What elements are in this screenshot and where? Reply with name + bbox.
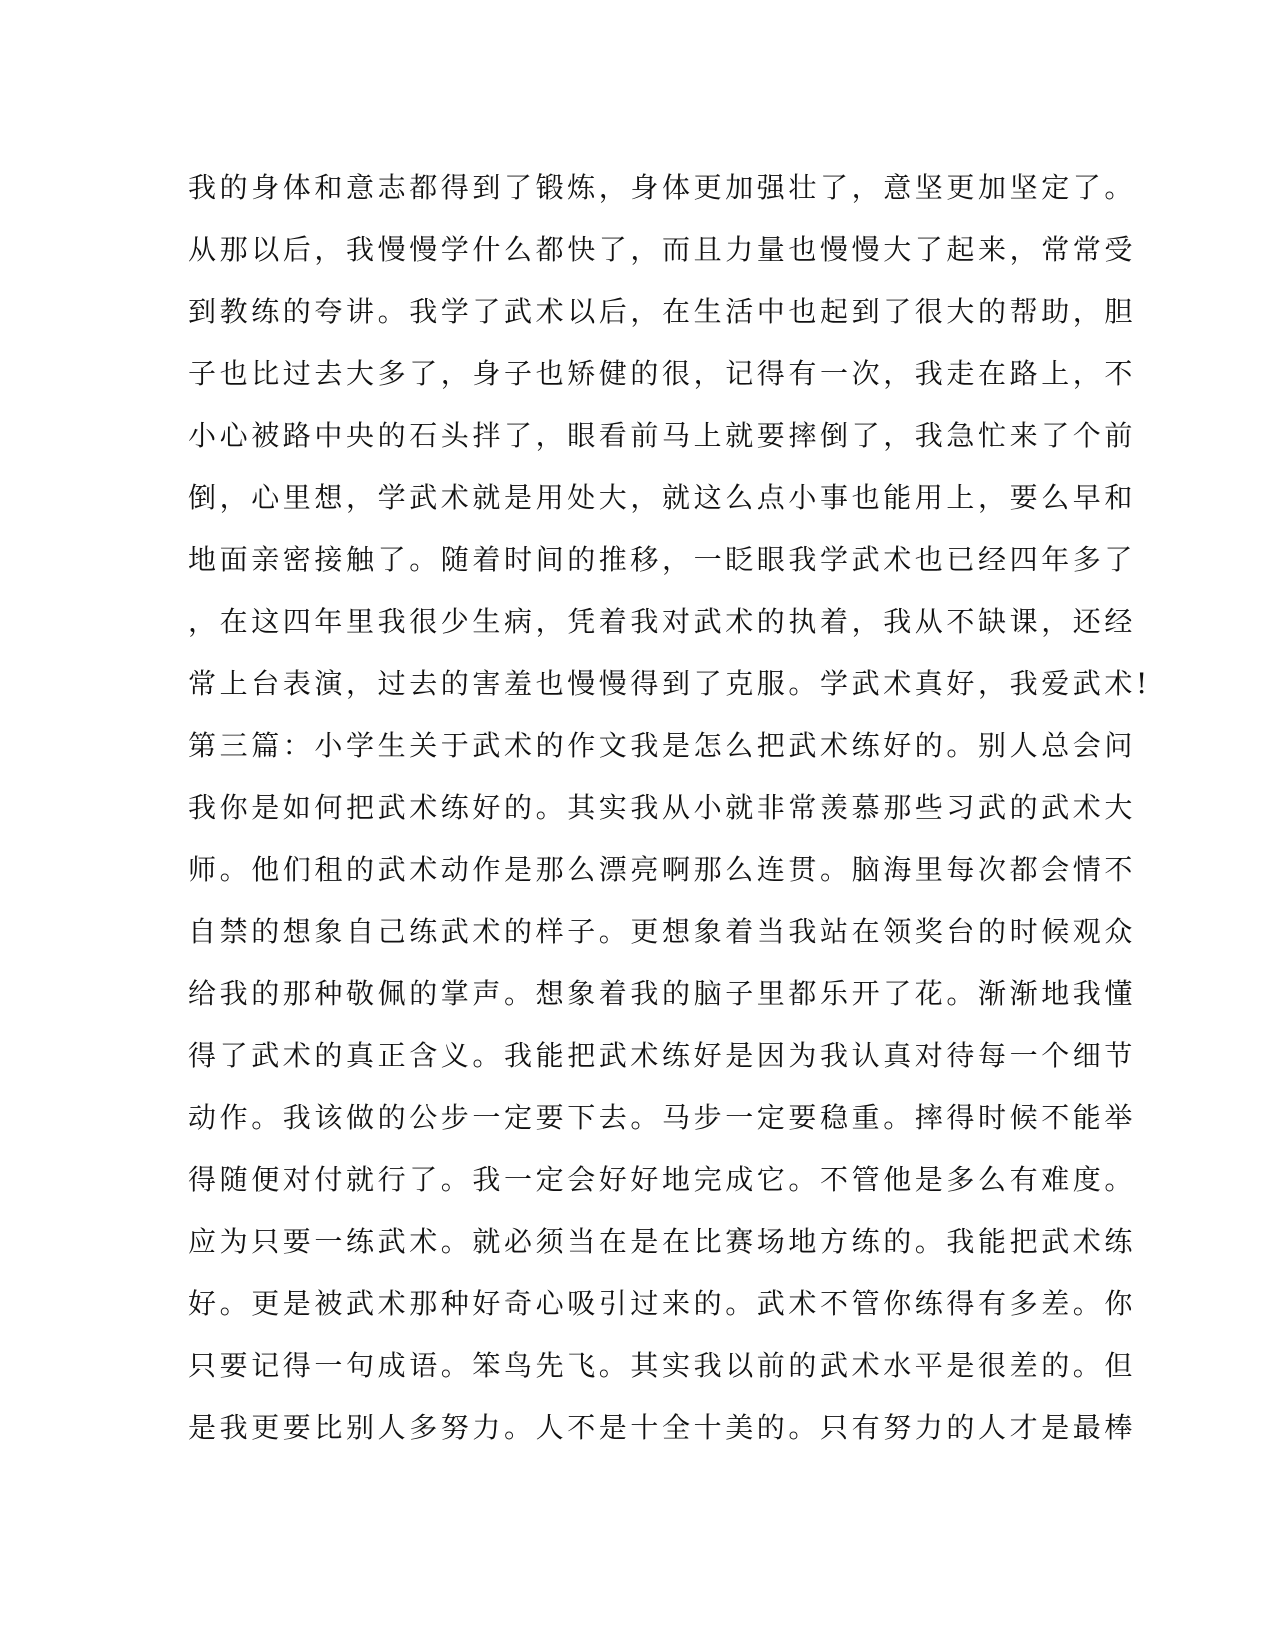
text-line: ，在这四年里我很少生病，凭着我对武术的执着，我从不缺课，还经	[188, 605, 1137, 638]
text-line: 子也比过去大多了，身子也矫健的很，记得有一次，我走在路上，不	[188, 357, 1137, 390]
text-line: 师。他们租的武术动作是那么漂亮啊那么连贯。脑海里每次都会情不	[188, 853, 1137, 886]
text-line: 动作。我该做的公步一定要下去。马步一定要稳重。摔得时候不能举	[188, 1101, 1137, 1134]
text-line: 地面亲密接触了。随着时间的推移，一眨眼我学武术也已经四年多了	[188, 543, 1137, 576]
text-line: 从那以后，我慢慢学什么都快了，而且力量也慢慢大了起来，常常受	[188, 233, 1137, 266]
text-line: 得了武术的真正含义。我能把武术练好是因为我认真对待每一个细节	[188, 1039, 1137, 1072]
text-line: 我的身体和意志都得到了锻炼，身体更加强壮了，意坚更加坚定了。	[188, 171, 1137, 204]
text-line: 给我的那种敬佩的掌声。想象着我的脑子里都乐开了花。渐渐地我懂	[188, 977, 1137, 1010]
text-line: 我你是如何把武术练好的。其实我从小就非常羡慕那些习武的武术大	[188, 791, 1137, 824]
text-line: 小心被路中央的石头拌了，眼看前马上就要摔倒了，我急忙来了个前	[188, 419, 1137, 452]
text-line: 得随便对付就行了。我一定会好好地完成它。不管他是多么有难度。	[188, 1163, 1137, 1196]
text-line: 常上台表演，过去的害羞也慢慢得到了克服。学武术真好，我爱武术!	[188, 667, 1151, 700]
body-text	[188, 157, 1151, 1459]
text-line: 自禁的想象自己练武术的样子。更想象着当我站在领奖台的时候观众	[188, 915, 1137, 948]
text-line: 倒，心里想，学武术就是用处大，就这么点小事也能用上，要么早和	[188, 481, 1137, 514]
text-line: 好。更是被武术那种好奇心吸引过来的。武术不管你练得有多差。你	[188, 1287, 1137, 1320]
text-line: 是我更要比别人多努力。人不是十全十美的。只有努力的人才是最棒	[188, 1411, 1137, 1444]
text-line: 只要记得一句成语。笨鸟先飞。其实我以前的武术水平是很差的。但	[188, 1349, 1137, 1382]
text-line: 到教练的夸讲。我学了武术以后，在生活中也起到了很大的帮助，胆	[188, 295, 1137, 328]
text-line: 第三篇：小学生关于武术的作文我是怎么把武术练好的。别人总会问	[188, 729, 1137, 762]
text-line: 应为只要一练武术。就必须当在是在比赛场地方练的。我能把武术练	[188, 1225, 1137, 1258]
